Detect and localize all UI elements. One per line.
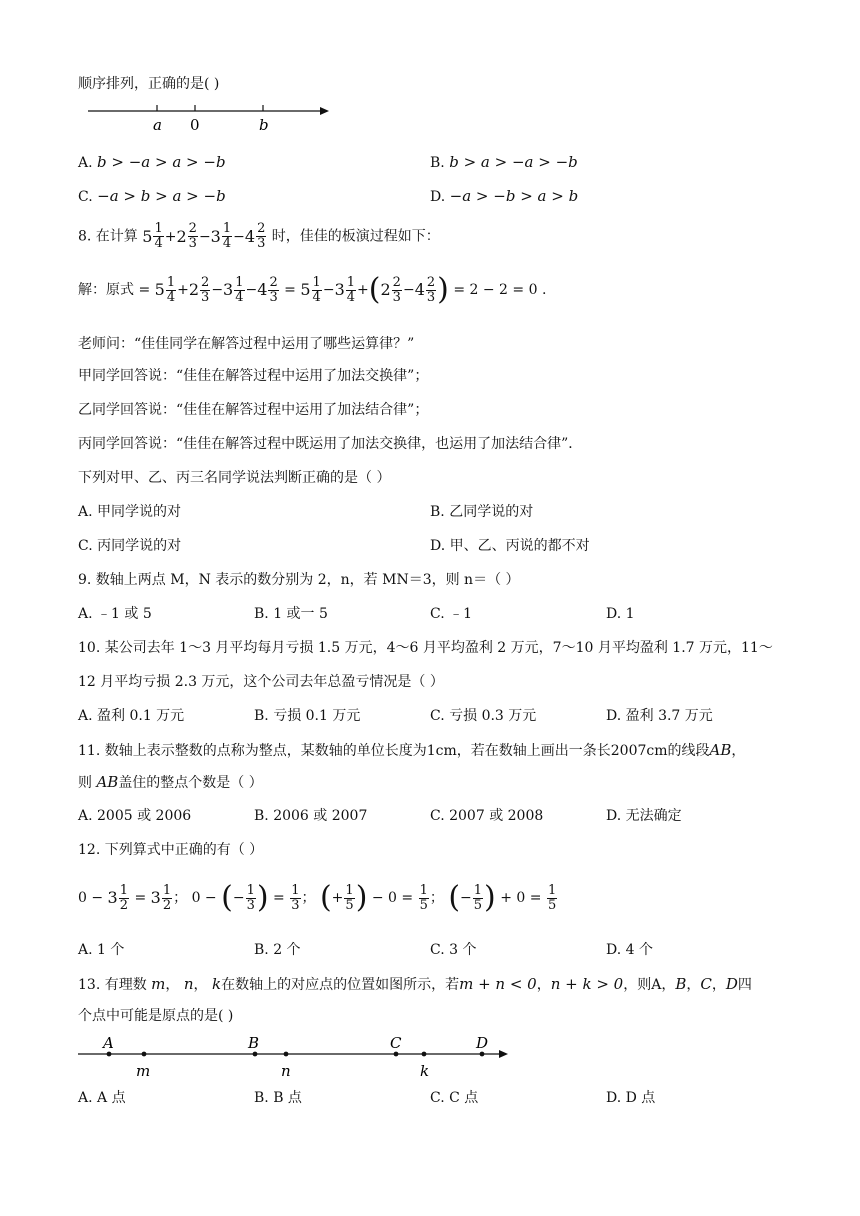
q8-student-c: 丙同学回答说：“佳佳在解答过程中既运用了加法交换律，也运用了加法结合律”． [78,436,583,452]
q11-line1-pre: 11. 数轴上表示整数的点称为整点，某数轴的单位长度为 [78,743,427,759]
q13-stem-line1: 13. 有理数 m， n， k在数轴上的对应点的位置如图所示，若m + n < 0，n + k > 0，则A，B，C，D四 [78,975,752,993]
q12-option-b[interactable]: B. 2 个 [254,942,301,958]
q8-stem-expression: 5 $\frac{1}{4}$ +2 $\frac{2}{3}$ −3 $\frac{1}{4}$ −4 $\frac{2}{3}$ [142,221,266,251]
q11-line1-mid2: 的线段 [667,743,710,759]
q11-line2-pre: 则 [78,775,92,791]
q13-point-m [142,1052,147,1057]
q13-option-c[interactable]: C. C 点 [430,1090,479,1106]
q8-option-a[interactable]: A. 甲同学说的对 [78,504,182,520]
q7-option-b[interactable] [430,152,578,173]
q13-label-c: C [390,1034,402,1052]
q11-unit: 1cm [426,743,457,759]
q8-option-b[interactable]: B. 乙同学说的对 [430,504,534,520]
q8-question: 下列对甲、乙、丙三名同学说法判断正确的是（ ） [78,470,391,486]
q12-expr-2: 0 − (− $\frac{1}{3}$ ) = $\frac{1}{3}$ [191,880,300,915]
q13-line1-then: ，则 [623,977,652,993]
q12-option-a[interactable]: A. 1 个 [78,942,125,958]
q11-option-a[interactable]: A. 2005 或 2006 [78,808,192,824]
q13-var-k: k [211,975,222,993]
q13-label-m: m [136,1062,151,1080]
q11-line2-post: 盖住的整点个数是（ ） [118,775,263,791]
q13-point-k [422,1052,427,1057]
q13-var-n: n [183,975,194,993]
q11-option-d[interactable]: D. 无法确定 [606,808,682,824]
q8-solution-expression: = 5 $\frac{1}{4}$ +2 $\frac{2}{3}$ −3 $\frac{1}{4}$ −4 $\frac{2}{3}$ = 5 $\frac{1}{4}$ −3 $\frac{1}{4}$ +(2 $\frac{2}{3}$ −4 $\frac{2}{3}$ ) [138,272,449,307]
q9-stem: 9. 数轴上两点 M，N 表示的数分别为 2，n，若 MN＝3，则 n＝（ ） [78,572,520,588]
q12-option-c[interactable]: C. 3 个 [430,942,477,958]
q7-axis-arrow [320,107,329,115]
q12-expressions: 0 − 3 $\frac{1}{2}$ = 3 $\frac{1}{2}$ ； 0 − (− $\frac{1}{3}$ ) = $\frac{1}{3}$ ； (+ $\frac{1}{5}$ ) − 0 = $\frac{1}{5}$ ； (− $\frac{1}{5}$ ) + 0 = $\frac{1}{5}$ [78,880,557,915]
q12-option-d[interactable]: D. 4 个 [606,942,653,958]
q8-teacher: 老师问：“佳佳同学在解答过程中运用了哪些运算律？” [78,336,415,352]
q9-option-a[interactable]: A. ﹣1 或 5 [78,606,152,622]
q13-option-d[interactable]: D. D 点 [606,1090,656,1106]
q7-option-b-expr: b > a > −a > −b [449,153,578,171]
q9-option-c[interactable]: C. ﹣1 [430,606,473,622]
q8-option-c[interactable]: C. 丙同学说的对 [78,538,182,554]
q13-point-d [480,1052,485,1057]
q11-stem-line1 [78,740,745,761]
q7-label-b: b [259,116,269,134]
q8-stem-pre: 8. 在计算 [78,228,138,245]
q13-label-d: D [476,1034,489,1052]
q13-number-line [76,1034,516,1080]
q7-option-c-expr: −a > b > a > −b [97,187,226,205]
q13-line1-pre: 13. 有理数 [78,977,147,993]
q7-option-a-letter: A. [78,155,93,171]
q13-option-a[interactable]: A. A 点 [78,1090,126,1106]
q11-segment: AB [709,741,732,759]
q11-option-b[interactable]: B. 2006 或 2007 [254,808,368,824]
q8-option-d[interactable]: D. 甲、乙、丙说的都不对 [430,538,590,554]
q8-student-a: 甲同学回答说：“佳佳在解答过程中运用了加法交换律”； [78,368,429,384]
q13-line1-mid: 在数轴上的对应点的位置如图所示，若 [221,977,460,993]
q13-point-c [394,1052,399,1057]
q10-option-d[interactable]: D. 盈利 3.7 万元 [606,708,713,724]
q13-line1-post: 四 [737,977,752,993]
q10-stem-line1: 10. 某公司去年 1～3 月平均每月亏损 1.5 万元，4～6 月平均盈利 2 万元，7～10 月平均盈利 1.7 万元，11～ [78,640,773,656]
q12-expr-1: 0 − 3 $\frac{1}{2}$ = 3 $\frac{1}{2}$ [78,882,172,913]
q13-point-a [107,1052,112,1057]
q9-option-b[interactable]: B. 1 或一 5 [254,606,328,622]
q13-label-n: n [281,1062,291,1080]
q12-stem: 12. 下列算式中正确的有（ ） [78,842,264,858]
q11-line1-mid: ，若在数轴上画出一条长 [456,743,611,759]
q10-option-c[interactable]: C. 亏损 0.3 万元 [430,708,537,724]
q11-length: 2007cm [610,743,668,759]
q10-option-a[interactable]: A. 盈利 0.1 万元 [78,708,185,724]
q11-line1-post: ， [731,743,746,759]
q12-expr-4: (− $\frac{1}{5}$ ) + 0 = $\frac{1}{5}$ [448,880,557,915]
q12-expr-3: (+ $\frac{1}{5}$ ) − 0 = $\frac{1}{5}$ [319,880,428,915]
q13-axis-arrow [499,1050,508,1058]
q13-label-a: A [103,1034,114,1052]
q8-stem-post: 时，佳佳的板演过程如下： [271,228,440,245]
q7-number-line [86,100,336,136]
q8-stem [78,222,440,251]
q7-option-b-letter: B. [430,155,445,171]
q11-stem-line2 [78,772,263,793]
q7-label-a: a [153,116,162,134]
q7-option-c-letter: C. [78,189,93,205]
q8-student-b: 乙同学回答说：“佳佳在解答过程中运用了加法结合律”； [78,402,429,418]
q13-stem-line2: 个点中可能是原点的是( ) [78,1008,234,1024]
q7-option-d[interactable] [430,186,578,207]
q7-option-c[interactable] [78,186,226,207]
q13-point-b [253,1052,258,1057]
q13-label-b: B [248,1034,260,1052]
q13-condition-1: m + n < 0 [459,975,537,993]
q13-condition-2: n + k > 0 [550,975,624,993]
q7-option-a-expr: b > −a > a > −b [97,153,226,171]
q7-option-d-letter: D. [430,189,446,205]
q10-option-b[interactable]: B. 亏损 0.1 万元 [254,708,361,724]
q11-segment-2: AB [96,773,119,791]
q11-option-c[interactable]: C. 2007 或 2008 [430,808,544,824]
q7-stem-tail: 顺序排列，正确的是( ) [78,76,220,92]
q13-label-k: k [420,1062,430,1080]
q13-var-m: m [151,975,166,993]
q7-option-a[interactable] [78,152,226,173]
q8-solution-label: 解：原式 [78,282,134,298]
q8-solution [78,272,546,308]
q13-option-b[interactable]: B. B 点 [254,1090,302,1106]
q8-solution-result: = 2 − 2 = 0 . [453,282,547,298]
q13-point-n [284,1052,289,1057]
q9-option-d[interactable]: D. 1 [606,606,635,622]
q10-stem-line2: 12 月平均亏损 2.3 万元，这个公司去年总盈亏情况是（ ） [78,674,444,690]
q7-option-d-expr: −a > −b > a > b [449,187,579,205]
q7-label-zero: 0 [190,116,200,134]
